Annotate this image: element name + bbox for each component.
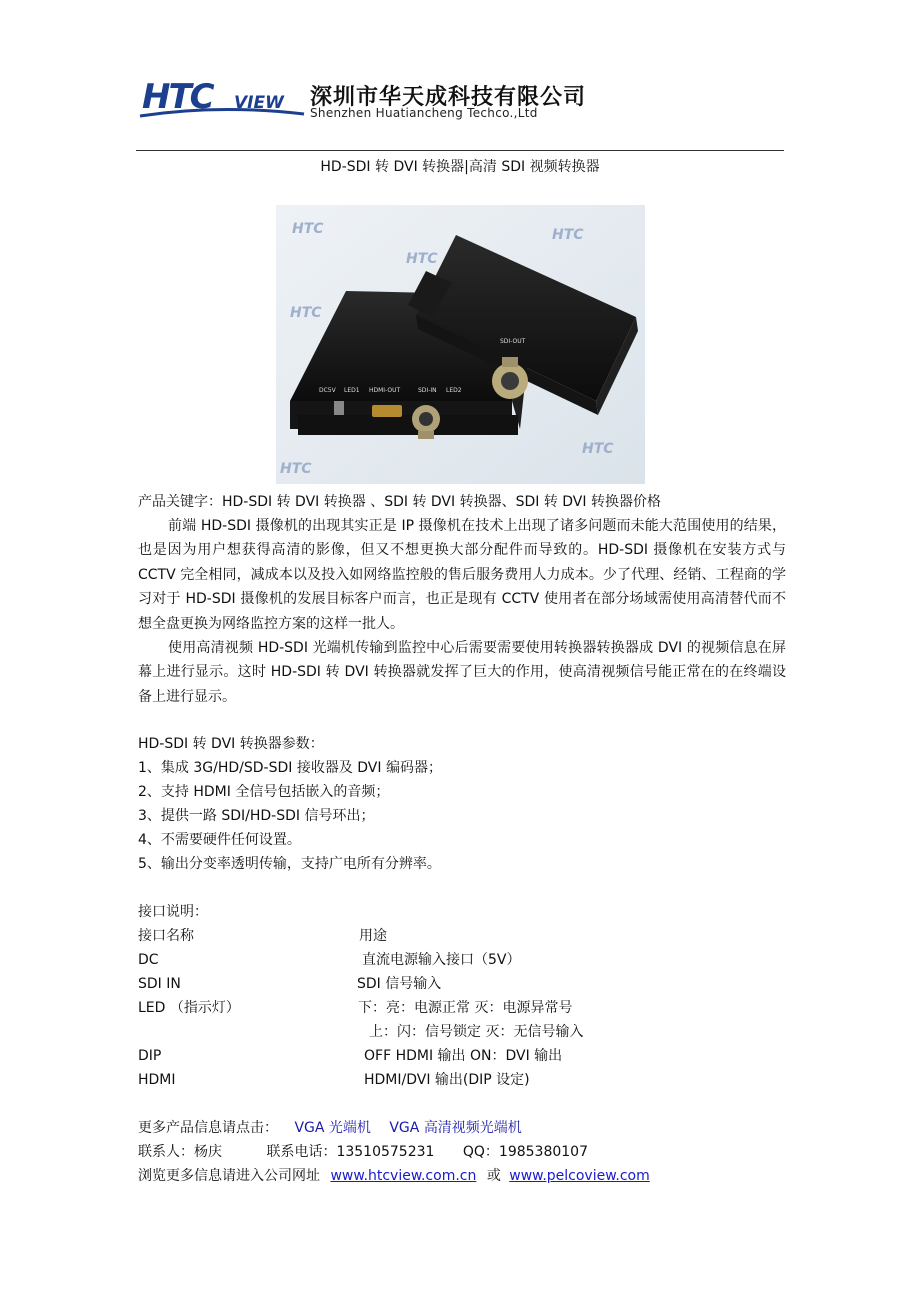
contact-person: 联系人：杨庆	[138, 1144, 222, 1160]
svg-text:HTC: HTC	[290, 305, 322, 321]
product-keywords: 产品关键字：HD-SDI 转 DVI 转换器 、SDI 转 DVI 转换器、SDI 转 DVI 转换器价格	[138, 494, 661, 510]
svg-text:HTC: HTC	[406, 251, 438, 267]
or-text: 或	[486, 1168, 501, 1184]
svg-text:HTC: HTC	[292, 221, 324, 237]
contact-phone: 联系电话：13510575231	[266, 1144, 435, 1160]
params-item: 1、集成 3G/HD/SD-SDI 接收器及 DVI 编码器；	[138, 760, 442, 776]
interface-name: DIP	[138, 1048, 162, 1064]
website-line	[138, 1166, 650, 1186]
svg-text:VIEW: VIEW	[234, 93, 284, 113]
interface-name: HDMI	[138, 1072, 176, 1088]
params-item: 2、支持 HDMI 全信号包括嵌入的音频；	[138, 784, 390, 800]
vga-hd-fiber-link[interactable]: VGA 高清视频光端机	[389, 1120, 522, 1136]
interface-use: HDMI/DVI 输出(DIP 设定)	[364, 1072, 530, 1088]
interface-name: DC	[138, 952, 159, 968]
svg-text:DC5V: DC5V	[319, 387, 336, 394]
company-name-en: Shenzhen Huatiancheng Techco.,Ltd	[310, 106, 538, 120]
svg-text:HTC: HTC	[582, 441, 614, 457]
document-title: HD-SDI 转 DVI 转换器|高清 SDI 视频转换器	[320, 159, 600, 175]
params-heading: HD-SDI 转 DVI 转换器参数：	[138, 736, 324, 752]
interfaces-heading: 接口说明：	[138, 904, 208, 920]
svg-text:SDI-IN: SDI-IN	[418, 387, 437, 394]
company-logo	[138, 72, 587, 124]
product-photo	[276, 205, 645, 484]
more-info-label: 更多产品信息请点击：	[138, 1120, 278, 1136]
svg-text:HTC: HTC	[552, 227, 584, 243]
intro-paragraph-1: 前端 HD-SDI 摄像机的出现其实正是 IP 摄像机在技术上出现了诸多问题而未能大范围使用的结果，也是因为用户想获得高清的影像，但又不想更换大部分配件而导致的。HD-SDI 摄像机在安装方式与 CCTV 完全相同，减成本以及投入如网络监控般的售后服务费用人力成本。少了代理、经销、工程商的学习对于 HD-SDI 摄像机的发展目标客户而言，也正是现有 CCTV 使用者在部分场域需使用高清替代而不想全盘更换为网络监控方案的这样一批人。	[138, 518, 786, 632]
params-item: 5、输出分变率透明传输，支持广电所有分辨率。	[138, 856, 441, 872]
svg-text:HTC: HTC	[142, 77, 213, 117]
interface-use: 直流电源输入接口（5V）	[362, 952, 521, 968]
params-item: 3、提供一路 SDI/HD-SDI 信号环出；	[138, 808, 375, 824]
interface-use: OFF HDMI 输出 ON：DVI 输出	[364, 1048, 563, 1064]
svg-text:LED2: LED2	[446, 387, 462, 394]
interface-name: SDI IN	[138, 976, 181, 992]
company-name-cn: 深圳市华天成科技有限公司	[310, 85, 587, 110]
interface-use: 上：闪：信号锁定 灭：无信号输入	[369, 1024, 584, 1040]
svg-text:SDI-OUT: SDI-OUT	[500, 338, 526, 345]
contact-line	[138, 1142, 588, 1162]
header-divider	[136, 150, 784, 151]
intro-paragraph-2: 使用高清视频 HD-SDI 光端机传输到监控中心后需要需要使用转换器转换器成 DVI 的视频信息在屏幕上进行显示。这时 HD-SDI 转 DVI 转换器就发挥了巨大的作用，使高清视频信号能正常在的在终端设备上进行显示。	[138, 640, 786, 705]
interface-name: LED （指示灯）	[138, 1000, 240, 1016]
contact-qq: QQ：1985380107	[462, 1144, 589, 1160]
more-info-line	[138, 1118, 522, 1138]
interface-use: SDI 信号输入	[357, 976, 442, 992]
svg-text:LED1: LED1	[344, 387, 360, 394]
interface-use: 下：亮：电源正常 灭：电源异常号	[358, 1000, 573, 1016]
htcview-logo-icon	[138, 74, 306, 122]
interfaces-col-use-header: 用途	[359, 928, 387, 944]
htcview-website-link[interactable]: www.htcview.com.cn	[330, 1168, 477, 1184]
svg-text:HTC: HTC	[280, 461, 312, 477]
params-item: 4、不需要硬件任何设置。	[138, 832, 301, 848]
interfaces-col-name-header: 接口名称	[138, 928, 194, 944]
website-label: 浏览更多信息请进入公司网址	[138, 1168, 320, 1184]
svg-text:HDMI-OUT: HDMI-OUT	[369, 387, 401, 394]
pelcoview-website-link[interactable]: www.pelcoview.com	[509, 1168, 650, 1184]
vga-fiber-link[interactable]: VGA 光端机	[294, 1120, 371, 1136]
